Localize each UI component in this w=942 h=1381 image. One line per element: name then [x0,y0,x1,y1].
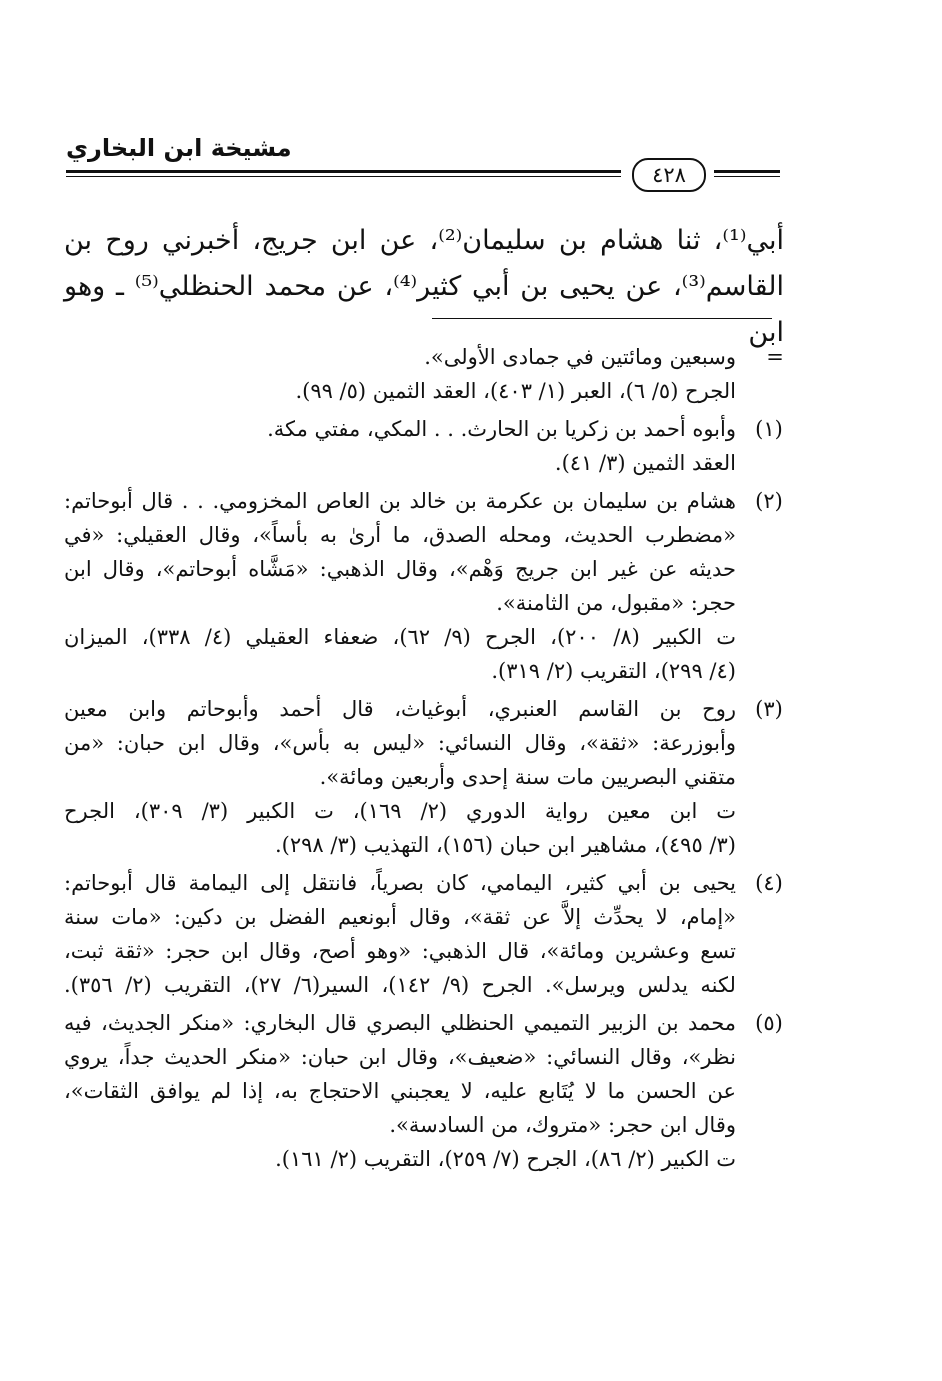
header-rule-right-thin [714,176,780,177]
footnote-1 [64,412,794,480]
footnote-continuation [64,340,794,408]
footnote-marker: (٤) [755,871,783,895]
footnote-line: روح بن القاسم العنبري، أبوغياث، قال أحمد وأبوحاتم وابن معين [64,697,736,721]
footnote-marker: (٣) [755,697,783,721]
footnote-line: ت الكبير (٨/ ٢٠٠)، الجرح (٩/ ٦٢)، ضعفاء العقيلي (٤/ ٣٣٨)، الميزان [64,625,737,649]
footnote-line: الجرح (٥/ ٦)، العبر (١/ ٤٠٣)، العقد الثمين (٥/ ٩٩). [295,379,736,403]
footnote-line: (٤/ ٢٩٩)، التقريب (٢/ ٣١٩). [491,659,736,683]
header-rule-right-thick [714,170,780,173]
footnote-line: تسع وعشرين ومائة»، قال الذهبي: «وهو أصح، وقال ابن حجر: «ثقة ثبت، [64,939,736,963]
footnote-line: نظر»، وقال النسائي: «ضعيف»، وقال ابن حبان: «منكر الحديث جداً، يروي [64,1045,736,1069]
page-number: ٤٢٨ [632,158,706,192]
footnote-line: العقد الثمين (٣/ ٤١). [554,451,736,475]
running-header [66,130,780,192]
footnote-line: وقال ابن حجر: «متروك، من السادسة». [389,1113,736,1137]
footnote-line: ت الكبير (٢/ ٨٦)، الجرح (٧/ ٢٥٩)، التقريب (٢/ ١٦١). [275,1147,736,1171]
footnote-line: وأبوزرعة: «ثقة»، وقال النسائي: «ليس به بأس»، وقال ابن حبان: «من [64,731,736,755]
footnote-3 [64,692,794,862]
footnote-line: محمد بن الزبير التميمي الحنظلي البصري قال البخاري: «منكر الجديث، فيه [64,1011,736,1035]
footnote-2 [64,484,794,688]
footnote-line: ت ابن معين رواية الدوري (٢/ ١٦٩)، ت الكبير (٣/ ٣٠٩)، الجرح [64,799,736,823]
footnote-line: «مضطرب الحديث، ومحله الصدق، ما أرىٰ به بأساً»، وقال العقيلي: «في [64,523,736,547]
footnote-line: وأبوه أحمد بن زكريا بن الحارث. . . المكي، مفتي مكة. [267,417,736,441]
footnote-line: حديثه عن غير ابن جريج وَهْم»، وقال الذهبي: «مَشَّاه أبوحاتم»، وقال ابن [64,557,736,581]
footnote-line: وسبعين ومائتين في جمادى الأولى». [424,345,736,369]
main-text-line: القاسم⁽³⁾، عن يحيى بن أبي كثير⁽⁴⁾، عن محمد الحنظلي⁽⁵⁾ ـ وهو ابن [64,271,784,348]
footnotes [64,340,794,1176]
footnote-line: لكنه يدلس ويرسل». الجرح (٩/ ١٤٢)، السير(٦/ ٢٧)، التقريب (٢/ ٣٥٦). [64,973,736,997]
footnote-marker: (٥) [755,1011,783,1035]
footnote-line: متقني البصريين مات سنة إحدى وأربعين ومائة». [319,765,736,789]
footnote-line: حجر: «مقبول، من الثامنة». [496,591,736,615]
footnote-4 [64,866,794,1002]
main-text [64,218,784,356]
footnote-marker: = [766,345,784,369]
footnote-divider [432,318,772,319]
footnote-line: عن الحسن ما لا يُتَابع عليه، لا يعجبني الاحتجاج به، إذا لم يوافق الثقات»، [64,1079,736,1103]
footnote-marker: (٢) [755,489,783,513]
header-rule-left-thick [66,170,621,173]
footnote-line: يحيى بن أبي كثير، اليمامي، كان بصرياً، فانتقل إلى اليمامة قال أبوحاتم: [64,871,736,895]
book-title: مشيخة ابن البخاري [66,134,292,162]
footnote-line: هشام بن سليمان بن عكرمة بن خالد بن العاص المخزومي. . . قال أبوحاتم: [64,489,736,513]
footnote-line: (٣/ ٤٩٥)، مشاهير ابن حبان (١٥٦)، التهذيب (٣/ ٢٩٨). [274,833,736,857]
footnote-5 [64,1006,794,1176]
header-rule-left-thin [66,176,621,177]
footnote-marker: (١) [755,417,783,441]
main-text-line: أبي⁽¹⁾، ثنا هشام بن سليمان⁽²⁾، عن ابن جريج، أخبرني روح بن [64,225,784,256]
footnote-line: «إمام، لا يحدِّث إلاَّ عن ثقة»، وقال أبونعيم الفضل بن دكين: «مات سنة [64,905,736,929]
